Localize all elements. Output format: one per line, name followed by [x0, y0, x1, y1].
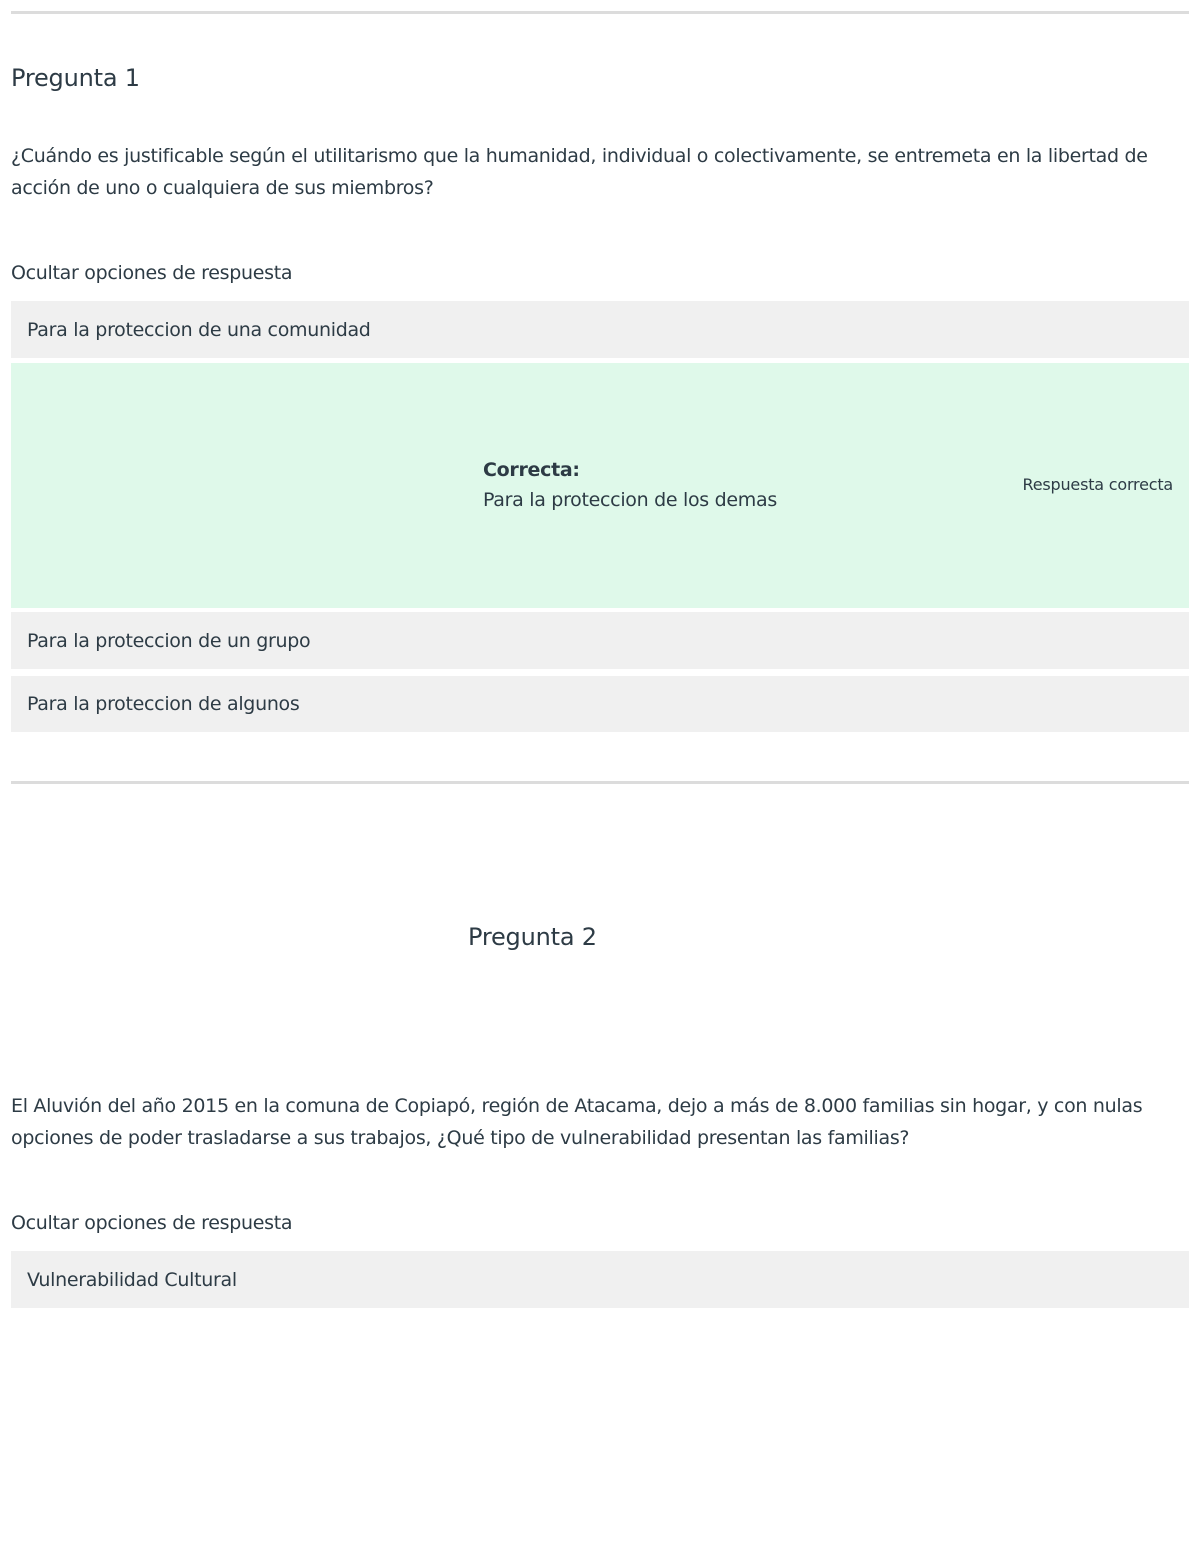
question-2-title: Pregunta 2: [468, 923, 597, 951]
option-label: Para la proteccion de una comunidad: [27, 318, 371, 341]
question-1-option[interactable]: [11, 301, 1189, 358]
option-label: Para la proteccion de un grupo: [27, 629, 311, 652]
correct-answer-tag: Respuesta correcta: [1022, 475, 1173, 494]
correct-answer-block: [483, 455, 777, 515]
question-1-option[interactable]: [11, 612, 1189, 669]
question-1-text: ¿Cuándo es justificable según el utilitarismo que la humanidad, individual o colectivamente, se entremeta en la libertad de acción de uno o cualquiera de sus miembros?: [11, 145, 1148, 199]
question-2-hide-options-toggle[interactable]: Ocultar opciones de respuesta: [11, 1212, 293, 1234]
question-1-correct-option[interactable]: [11, 363, 1189, 608]
question-1-option[interactable]: [11, 676, 1189, 732]
option-label: Para la proteccion de algunos: [27, 693, 300, 715]
correct-label: Correcta:: [483, 459, 580, 481]
question-2-text: El Aluvión del año 2015 en la comuna de Copiapó, región de Atacama, dejo a más de 8.000 familias sin hogar, y con nulas opciones de poder trasladarse a sus trabajos, ¿Qué tipo de vulnerabilidad presentan las familias?: [11, 1095, 1143, 1149]
question-2-top-divider: [11, 781, 1189, 784]
question-2-option[interactable]: [11, 1251, 1189, 1308]
correct-answer-text: Para la proteccion de los demas: [483, 489, 777, 511]
option-label: Vulnerabilidad Cultural: [27, 1268, 237, 1291]
question-1-top-divider: [11, 11, 1189, 14]
question-1-title: Pregunta 1: [11, 64, 140, 92]
question-1-hide-options-toggle[interactable]: Ocultar opciones de respuesta: [11, 262, 293, 284]
